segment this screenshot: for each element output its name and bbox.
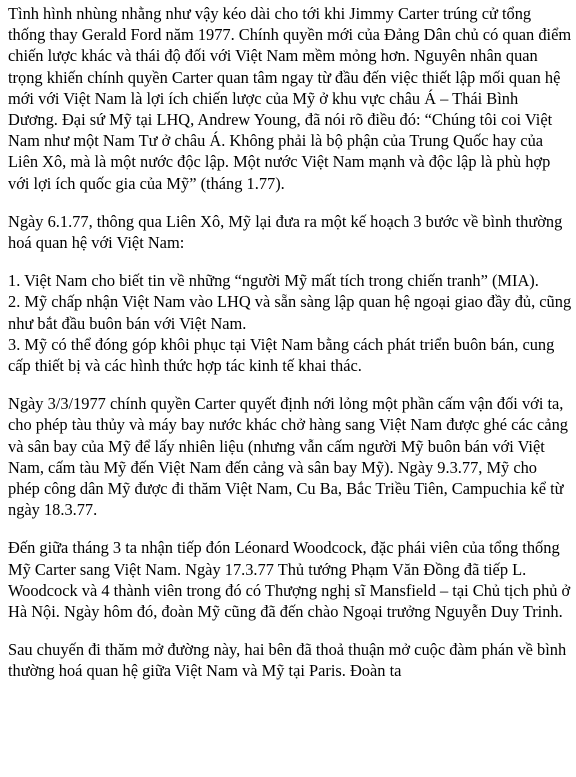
paragraph-paris-negotiations: Sau chuyến đi thăm mở đường này, hai bên đã thoả thuận mở cuộc đàm phán về bình thường hoá quan hệ giữa Việt Nam và Mỹ tại Paris. Đoàn ta (8, 640, 567, 681)
paragraph-three-step-plan: Ngày 6.1.77, thông qua Liên Xô, Mỹ lại đưa ra một kế hoạch 3 bước về bình thường hoá quan hệ với Việt Nam: (8, 211, 563, 253)
paragraph-woodcock-visit: Đến giữa tháng 3 ta nhận tiếp đón Léonard Woodcock, đặc phái viên của tổng thống Mỹ Carter sang Việt Nam. Ngày 17.3.77 Thủ tướng Phạm Văn Đồng đã tiếp L. Woodcock và 4 thành viên trong đó có Thượng nghị sĩ Mansfield – tại Chủ tịch phủ ở Hà Nội. Ngày hôm đó, đoàn Mỹ cũng đã đến chào Ngoại trưởng Nguyễn Duy Trinh. (8, 538, 571, 622)
paragraph-carter-policy: Tình hình nhùng nhằng như vậy kéo dài cho tới khi Jimmy Carter trúng cử tổng thống thay Gerald Ford năm 1977. Chính quyền mới của Đảng Dân chủ có quan điểm chiến lược khác và thái độ đối với Việt Nam mềm mỏng hơn. Nguyên nhân quan trọng khiến chính quyền Carter quan tâm ngay từ đầu đến việc thiết lập mối quan hệ mới với Việt Nam là lợi ích chiến lược của Mỹ ở khu vực châu Á – Thái Bình Dương. Đại sứ Mỹ tại LHQ, Andrew Young, đã nói rõ điều đó: “Chúng tôi coi Việt Nam như một Nam Tư ở châu Á. Không phải là bộ phận của Trung Quốc hay của Liên Xô, mà là một nước độc lập. Một nước Việt Nam mạnh và độc lập là phù hợp với lợi ích quốc gia của Mỹ” (tháng 1.77). (8, 4, 572, 193)
list-item: 1. Việt Nam cho biết tin về những “người Mỹ mất tích trong chiến tranh” (MIA). (8, 271, 539, 291)
paragraph-embargo-easing: Ngày 3/3/1977 chính quyền Carter quyết định nới lỏng một phần cấm vận đối với ta, cho phép tàu thủy và máy bay nước khác chở hàng sang Việt Nam được ghé các cảng và sân bay của Mỹ để lấy nhiên liệu (nhưng vẫn cấm người Mỹ buôn bán với Việt Nam, cấm tàu Mỹ đến Việt Nam đến cảng và sân bay Mỹ). Ngày 9.3.77, Mỹ cho phép công dân Mỹ được đi thăm Việt Nam, Cu Ba, Bắc Triều Tiên, Campuchia kể từ ngày 18.3.77. (8, 394, 568, 520)
numbered-list (8, 270, 572, 376)
list-item: 3. Mỹ có thể đóng góp khôi phục tại Việt Nam bằng cách phát triển buôn bán, cung cấp thiết bị và các hình thức hợp tác kinh tế khai thác. (8, 334, 555, 376)
list-item: 2. Mỹ chấp nhận Việt Nam vào LHQ và sẵn sàng lập quan hệ ngoại giao đầy đủ, cũng như bắt đầu buôn bán với Việt Nam. (8, 292, 572, 333)
